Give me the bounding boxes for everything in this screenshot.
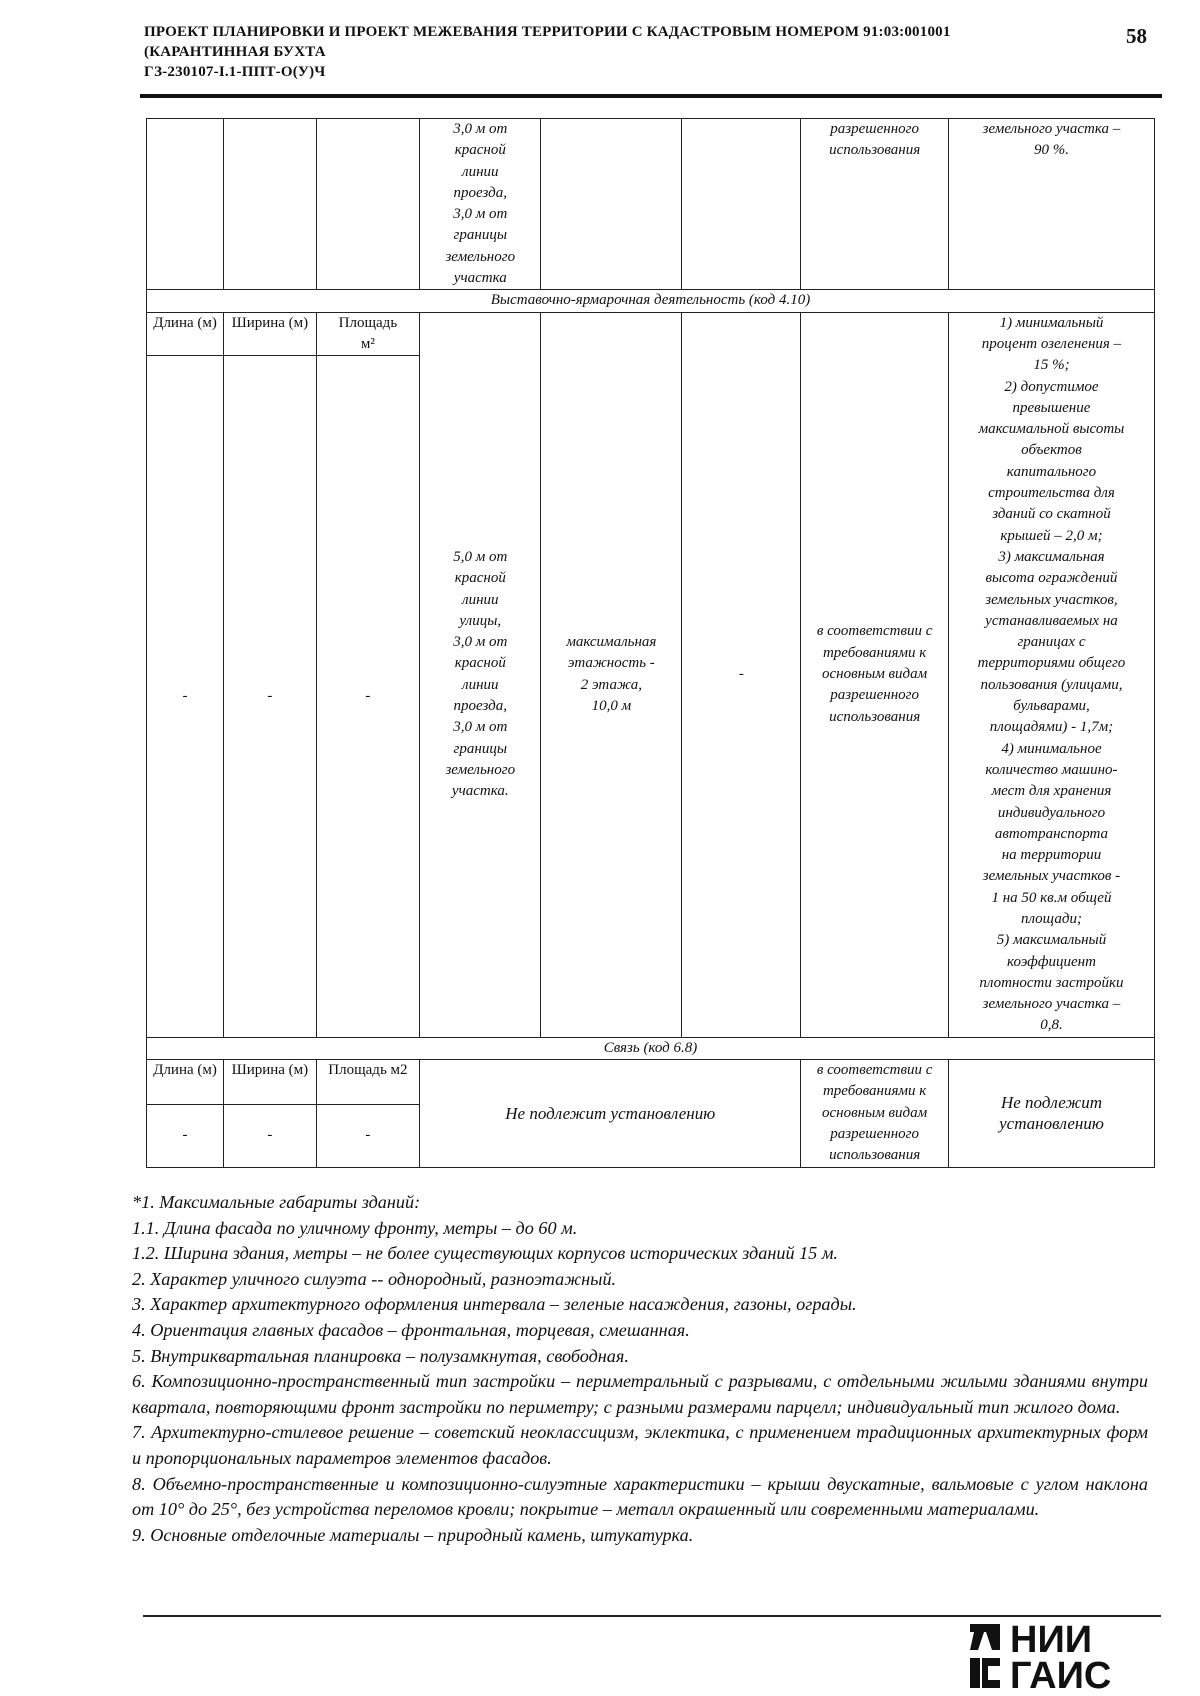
cell-text-line: 2) допустимое — [1004, 378, 1099, 395]
note-line: 3. Характер архитектурного оформления интервала – зеленые насаждения, газоны, ограды. — [132, 1294, 857, 1315]
note-line: 8. Объемно-пространственные и композиционно-силуэтные характеристики – крыши двускатные, вальмовые с углом наклона от 10° до 25°, без устройства переломов кровли; покрытие – металл окрашенный или современными материалами. — [132, 1473, 1148, 1520]
cell-text-line: строительства для — [988, 485, 1115, 502]
cell-text-line: 10,0 м — [591, 698, 632, 715]
cell-text-line: 3) максимальная — [998, 548, 1105, 565]
header-title-line-1: ПРОЕКТ ПЛАНИРОВКИ И ПРОЕКТ МЕЖЕВАНИЯ ТЕРРИТОРИИ С КАДАСТРОВЫМ НОМЕРОМ 91:03:001001 — [144, 24, 951, 40]
note-line: 9. Основные отделочные материалы – природный камень, штукатурка. — [132, 1524, 694, 1545]
cell-text-line: территориями общего — [977, 655, 1126, 672]
cell-text-line: бульварами, — [1013, 698, 1090, 715]
cell-text-line: этажность - — [567, 655, 655, 672]
cell-text-line: в соответствии с — [816, 623, 933, 640]
cell-text-line: 15 %; — [1033, 357, 1070, 374]
cell-text-line: максимальной высоты — [978, 421, 1125, 438]
column-header-length: Длина (м) — [147, 1060, 224, 1105]
cell-text-line: автотранспорта — [994, 825, 1109, 842]
cell-text-line: земельных участков, — [985, 591, 1118, 608]
cell-text-line: линии — [462, 676, 499, 693]
setback-cell — [420, 119, 541, 290]
section-title: Выставочно-ярмарочная деятельность (код 4.10) — [147, 290, 1155, 312]
cell-text-line: использования — [829, 1147, 921, 1164]
note-line: 1.1. Длина фасада по уличному фронту, метры – до 60 м. — [132, 1217, 578, 1238]
footer-divider — [143, 1615, 1161, 1617]
other-params-cell — [948, 119, 1154, 290]
cell-text-line: 3,0 м от — [453, 206, 508, 223]
page-number: 58 — [1126, 24, 1147, 48]
cell-text-line: линии — [462, 163, 499, 180]
section-title: Связь (код 6.8) — [147, 1037, 1155, 1059]
length-value: - — [147, 356, 224, 1038]
cell-text-line: количество машино- — [985, 761, 1118, 778]
logo-text-line-1: НИИ — [1010, 1620, 1093, 1661]
cell-text-line: на территории — [1001, 847, 1102, 864]
column-header-area — [316, 312, 420, 356]
cell-text-line: границы — [453, 227, 507, 244]
logo-text-line-2: ГАИС — [1010, 1655, 1112, 1692]
column-header-length: Длина (м) — [147, 312, 224, 356]
header-divider — [140, 94, 1162, 98]
cell-text-line: зданий со скатной — [992, 506, 1111, 523]
cell-text-line: индивидуального — [997, 804, 1106, 821]
cell-text-line: границы — [453, 740, 507, 757]
cell-text-line: требованиями к — [822, 1083, 927, 1100]
cell-text-line: проезда, — [453, 698, 507, 715]
section-header-row — [147, 290, 1155, 312]
cell-text-line: 1 на 50 кв.м общей — [991, 889, 1112, 906]
area-value: - — [316, 1105, 420, 1167]
cell-text-line: земельного участка – — [982, 996, 1121, 1013]
cell-text-line: площади; — [1020, 910, 1082, 927]
cell-text-line: устанавливаемых на — [985, 612, 1118, 629]
cell-text-line: использования — [829, 142, 921, 159]
cell-text-line: 90 %. — [1033, 142, 1069, 159]
cell-text-line: 5,0 м от — [453, 548, 508, 565]
table-row-continuation — [147, 119, 1155, 290]
area-unit: м² — [360, 335, 375, 352]
table-row-column-headers — [147, 312, 1155, 356]
cell-text-line: требованиями к — [822, 644, 927, 661]
coverage-cell: - — [682, 312, 801, 1037]
cell-text-line: разрешенного — [830, 687, 919, 704]
area-label: Площадь — [338, 314, 398, 331]
cell-text-line: проезда, — [453, 184, 507, 201]
header-title-line-2: (КАРАНТИННАЯ БУХТА — [144, 44, 326, 60]
width-value: - — [224, 1105, 317, 1167]
niigais-logo — [968, 1620, 1158, 1692]
column-header-width: Ширина (м) — [224, 1060, 317, 1105]
column-header-area: Площадь м2 — [316, 1060, 420, 1105]
cell-text-line: границах с — [1017, 634, 1086, 651]
setback-cell — [420, 312, 541, 1037]
cell-text-line: разрешенного — [830, 1125, 919, 1142]
width-value: - — [224, 356, 317, 1038]
cell-text-line: коэффициент — [1007, 953, 1096, 970]
cell-text-line: превышение — [1012, 399, 1091, 416]
cell-text-line: земельного — [445, 248, 516, 265]
cell-text-line: участка. — [451, 783, 509, 800]
cell-text-line: пользования (улицами, — [980, 676, 1123, 693]
cell-text-line: красной — [454, 655, 506, 672]
cell-text-line: красной — [454, 570, 506, 587]
cell-text-line: земельного участка – — [982, 121, 1121, 137]
cell-text-line: использования — [829, 708, 921, 725]
note-line: 1.2. Ширина здания, метры – не более существующих корпусов исторических зданий 15 м. — [132, 1243, 838, 1264]
cell-text-line: высота ограждений — [985, 570, 1118, 587]
cell-text-line: основным видам — [822, 1104, 928, 1121]
logo-emblem-icon — [970, 1624, 1000, 1688]
cell-text-line: капитального — [1006, 463, 1097, 480]
cell-text-line: 3,0 м от — [453, 121, 508, 137]
other-params-cell: Не подлежит установлению — [948, 1060, 1154, 1167]
not-set-cell: Не подлежит установлению — [420, 1060, 801, 1167]
note-line: 4. Ориентация главных фасадов – фронтальная, торцевая, смешанная. — [132, 1319, 690, 1340]
note-line: 2. Характер уличного силуэта -- однородный, разноэтажный. — [132, 1268, 617, 1289]
height-cell — [541, 312, 682, 1037]
cell-text-line: земельного — [445, 761, 516, 778]
conformity-cell — [801, 312, 949, 1037]
cell-text-line: улицы, — [459, 612, 502, 629]
note-line: 5. Внутриквартальная планировка – полузамкнутая, свободная. — [132, 1345, 629, 1366]
cell-text-line: плотности застройки — [979, 974, 1124, 991]
length-value: - — [147, 1105, 224, 1167]
cell-text-line: земельных участков - — [982, 868, 1121, 885]
other-params-cell — [948, 312, 1154, 1037]
area-value: - — [316, 356, 420, 1038]
cell-text-line: красной — [454, 142, 506, 159]
regulations-table — [146, 118, 1155, 1168]
cell-text-line: участка — [453, 270, 507, 287]
conformity-cell — [801, 1060, 949, 1167]
cell-text-line: площадями) - 1,7м; — [989, 719, 1114, 736]
cell-text-line: линии — [462, 591, 499, 608]
cell-text-line: максимальная — [566, 634, 657, 651]
cell-text-line: 1) минимальный — [999, 314, 1104, 331]
notes-section — [132, 1190, 1148, 1548]
header-document-code: ГЗ-230107-I.1-ППТ-О(У)Ч — [144, 64, 326, 80]
cell-text-line: 0,8. — [1040, 1017, 1063, 1034]
cell-text-line: мест для хранения — [991, 783, 1112, 800]
note-line: 6. Композиционно-пространственный тип застройки – периметральный с разрывами, с отдельными жилыми зданиями внутри квартала, повторяющими фронт застройки по периметру; с разными размерами парцелл; индивидуальный тип жилого дома. — [132, 1371, 1148, 1417]
note-line: *1. Максимальные габариты зданий: — [132, 1192, 421, 1212]
table-row-column-headers — [147, 1060, 1155, 1105]
cell-text-line: процент озеленения – — [981, 335, 1122, 352]
column-header-width: Ширина (м) — [224, 312, 317, 356]
cell-text-line: разрешенного — [830, 121, 919, 137]
cell-text-line: крышей – 2,0 м; — [1000, 527, 1103, 544]
note-line: 7. Архитектурно-стилевое решение – советский неоклассицизм, эклектика, с применением традиционных архитектурных форм и пропорциональных параметров элементов фасадов. — [132, 1422, 1148, 1468]
cell-text-line: 3,0 м от — [453, 634, 508, 651]
cell-text-line: объектов — [1021, 442, 1082, 459]
cell-text-line: 4) минимальное — [1001, 740, 1102, 757]
cell-text-line: 5) максимальный — [996, 932, 1107, 949]
cell-text-line: основным видам — [822, 666, 928, 683]
cell-text-line: в соответствии с — [816, 1062, 933, 1079]
page-header — [144, 22, 1084, 82]
cell-text-line: 2 этажа, — [580, 676, 642, 693]
conformity-cell — [801, 119, 949, 290]
section-header-row — [147, 1037, 1155, 1059]
cell-text-line: 3,0 м от — [453, 719, 508, 736]
